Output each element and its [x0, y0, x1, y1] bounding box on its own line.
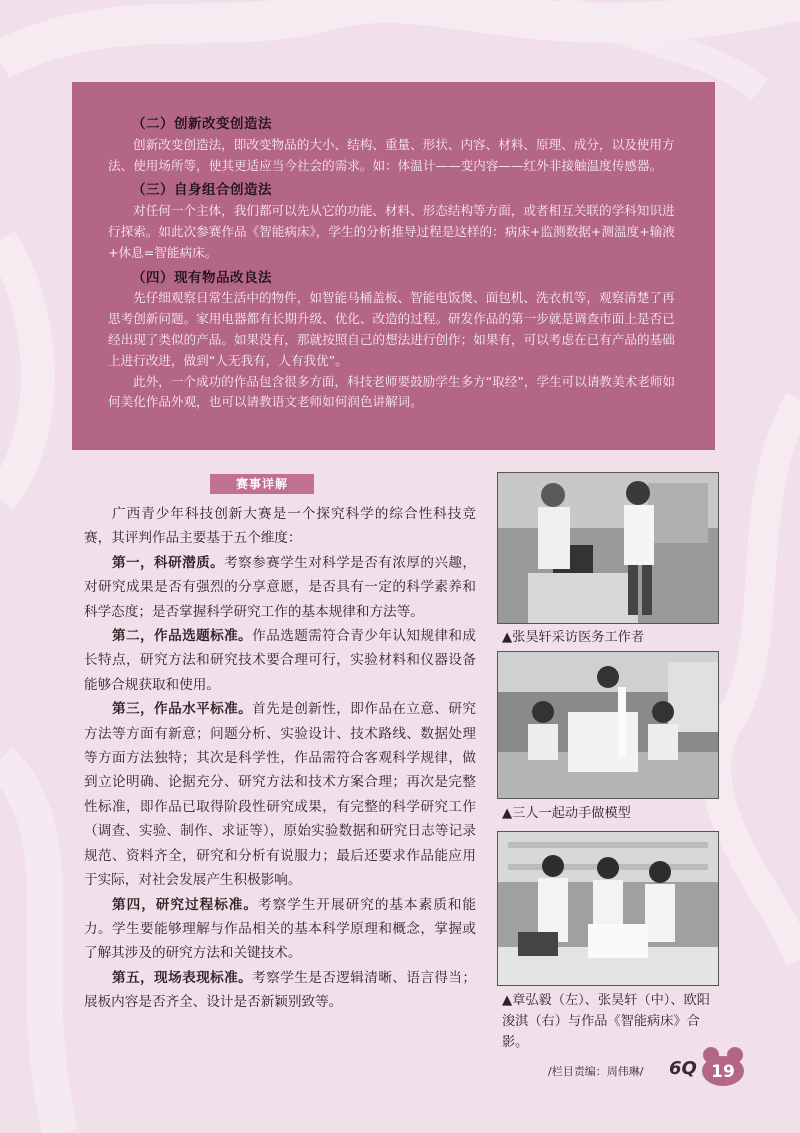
intro-paragraph: 广西青少年科技创新大赛是一个探究科学的综合性科技竞赛，其评判作品主要基于五个维度： [84, 506, 476, 547]
section-label: 赛事详解 [210, 474, 314, 494]
criterion-paragraph [84, 893, 476, 966]
section-paragraph: 先仔细观察日常生活中的物件，如智能马桶盖板、智能电饭煲、面包机、洗衣机等，观察清楚了再思考创新问题。家用电器都有长期升级、优化、改造的过程。研发作品的第一步就是调查市面上是否已经出现了类似的产品。如果没有，那就按照自己的想法进行创作；如果有，可以考虑在已有产品的基础上进行改进，做到“人无我有，人有我优”。 [108, 290, 675, 368]
section-paragraph: 创新改变创造法，即改变物品的大小、结构、重量、形状、内容、材料、原理、成分，以及使用方法、使用场所等，使其更适应当今社会的需求。如：体温计——变内容——红外非接触温度传感器。 [108, 136, 675, 173]
photo-model [497, 651, 719, 799]
method-box [72, 82, 715, 450]
section-heading-3: （三）自身组合创造法 [132, 182, 272, 199]
criterion-text: 作品选题需符合青少年认知规律和成长特点，研究方法和研究技术要合理可行，实验材料和仪器设备能够合规获取和使用。 [84, 628, 477, 693]
editor-credit: /栏目责编：周伟琳/ [548, 1065, 644, 1078]
criterion-title: 第四，研究过程标准。 [112, 896, 259, 913]
criterion-text: 考察学生是否逻辑清晰、语言得当；展板内容是否齐全、设计是否新颖别致等。 [84, 969, 477, 1011]
photo-caption: ▲章弘毅（左）、张昊轩（中）、欧阳浚淇（右）与作品《智能病床》合影。 [502, 993, 710, 1050]
criterion-paragraph [84, 966, 476, 1015]
criterion-paragraph [84, 697, 476, 892]
photo-caption: ▲三人一起动手做模型 [502, 806, 631, 821]
page-number: 19 [711, 1062, 735, 1082]
photo-group [497, 831, 719, 986]
criterion-paragraph [84, 624, 476, 697]
section-paragraph: 此外，一个成功的作品包含很多方面，科技老师要鼓励学生多方“取经”，学生可以请教美术老师如何美化作品外观，也可以请教语文老师如何润色讲解词。 [108, 373, 675, 410]
criterion-title: 第二，作品选题标准。 [112, 628, 253, 645]
main-article [84, 502, 476, 1015]
criterion-text: 考察学生开展研究的基本素质和能力。学生要能够理解与作品相关的基本科学原理和概念，掌握或了解其涉及的研究方法和关键技术。 [84, 896, 477, 962]
criterion-title: 第三，作品水平标准。 [112, 701, 253, 718]
magazine-logo: 6Q [669, 1058, 697, 1079]
photo-interview [497, 472, 719, 624]
section-paragraph: 对任何一个主体，我们都可以先从它的功能、材料、形态结构等方面，或者相互关联的学科知识进行探索。如此次参赛作品《智能病床》，学生的分析推导过程是这样的：病床+监测数据+测温度+输液+休息=智能病床。 [108, 203, 675, 260]
criterion-title: 第五，现场表现标准。 [112, 969, 253, 986]
criterion-text: 首先是创新性，即作品在立意、研究方法等方面有新意；问题分析、实验设计、技术路线、数据处理等方面方法独特；其次是科学性，作品需符合客观科学规律，做到立论明确、论据充分、研究方法和技术方案合理；再次是完整性标准，即作品已取得阶段性研究成果，有完整的科学研究工作（调查、实验、制作、求证等），原始实验数据和研究日志等记录规范、资料齐全，研究和分析有说服力；最后还要求作品能应用于实际，对社会发展产生积极影响。 [84, 701, 477, 889]
criterion-title: 第一，科研潜质。 [112, 554, 225, 571]
criterion-text: 考察参赛学生对科学是否有浓厚的兴趣，对研究成果是否有强烈的分享意愿，是否具有一定的科学素养和科学态度；是否掌握科学研究工作的基本规律和方法等。 [84, 554, 477, 620]
section-heading-2: （二）创新改变创造法 [132, 116, 272, 132]
photo-caption: ▲张昊轩采访医务工作者 [502, 630, 645, 645]
section-heading-4: （四）现有物品改良法 [132, 269, 272, 286]
criterion-paragraph [84, 551, 476, 624]
